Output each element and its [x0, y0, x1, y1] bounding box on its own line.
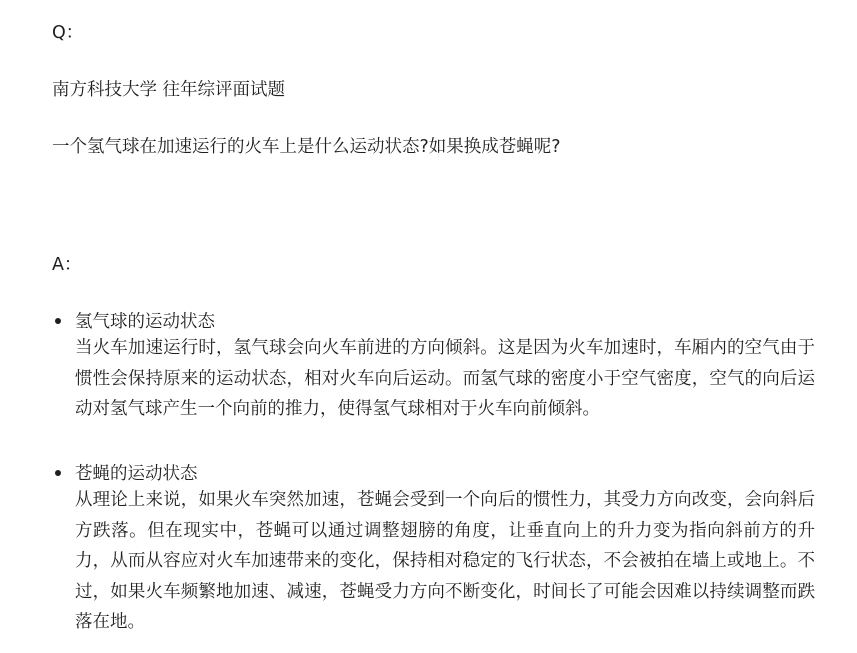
bullet-dot	[55, 470, 61, 476]
question-text: 一个氢气球在加速运行的火车上是什么运动状态?如果换成苍蝇呢?	[52, 137, 561, 157]
list-item-title: 氢气球的运动状态	[75, 312, 215, 332]
question-label: Q：	[52, 23, 84, 43]
bullet-dot	[55, 318, 61, 324]
question-source: 南方科技大学 往年综评面试题	[52, 80, 286, 100]
answer-label: A：	[52, 255, 82, 275]
list-item-body: 从理论上来说，如果火车突然加速，苍蝇会受到一个向后的惯性力，其受力方向改变，会向斜后方跌落。但在现实中，苍蝇可以通过调整翅膀的角度，让垂直向上的升力变为指向斜前方的升力，从而从容应对火车加速带来的变化，保持相对稳定的飞行状态，不会被拍在墙上或地上。不过，如果火车频繁地加速、减速，苍蝇受力方向不断变化，时间长了可能会因难以持续调整而跌落在地。	[75, 490, 815, 632]
list-item-title: 苍蝇的运动状态	[75, 464, 198, 484]
list-item-body: 当火车加速运行时，氢气球会向火车前进的方向倾斜。这是因为火车加速时，车厢内的空气由于惯性会保持原来的运动状态，相对火车向后运动。而氢气球的密度小于空气密度，空气的向后运动对氢气球产生一个向前的推力，使得氢气球相对于火车向前倾斜。	[75, 338, 815, 419]
